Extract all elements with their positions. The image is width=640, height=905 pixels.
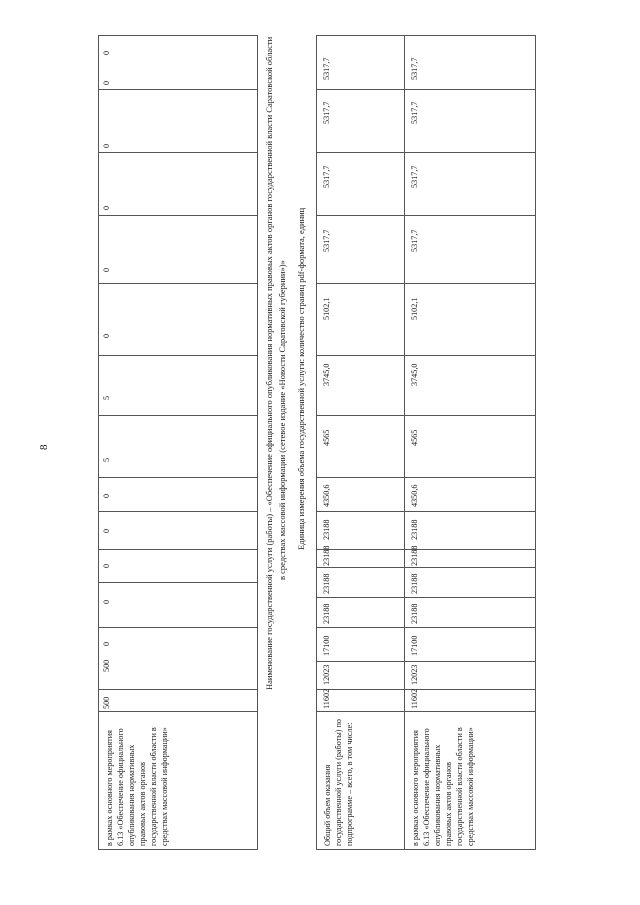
row-total-value: 5317,7 bbox=[322, 165, 331, 188]
row-total-value: 23188 bbox=[322, 603, 331, 624]
top-value-cell: 0 bbox=[102, 143, 111, 148]
row-613-value: 3745,0 bbox=[410, 363, 419, 386]
row-label-measure-613: в рамках основного мероприятия 6.13 «Обеспечение официального опубликования нормативных правовых актов органов государственной власти области в средствах массовой информации» bbox=[411, 727, 475, 846]
top-value-cell: 0 bbox=[102, 50, 111, 55]
row-613-value: 5317,7 bbox=[410, 165, 419, 188]
row-613-value: 12023 bbox=[410, 664, 419, 685]
row-total-value: 23188 bbox=[322, 545, 331, 566]
row-total-value: 23188 bbox=[322, 519, 331, 540]
service-unit-line: Единица измерения объема государственной услуги: количество страниц pdf-формата, единиц bbox=[296, 207, 306, 550]
row-613-value: 23188 bbox=[410, 545, 419, 566]
row-613-value: 4350,6 bbox=[410, 484, 419, 507]
row-total-value: 3745,0 bbox=[322, 363, 331, 386]
row-613-value: 23188 bbox=[410, 519, 419, 540]
row-total-value: 5317,7 bbox=[322, 229, 331, 252]
row-613-value: 11602 bbox=[410, 688, 419, 709]
row-total-value: 4350,6 bbox=[322, 484, 331, 507]
row-613-value: 23188 bbox=[410, 573, 419, 594]
service-name-line2: в средствах массовой информации (сетевое издание «Новости Саратовской губернии»)» bbox=[277, 260, 287, 580]
top-value-cell: 0 bbox=[102, 80, 111, 85]
row-613-value: 5317,7 bbox=[410, 57, 419, 80]
row-total-value: 11602 bbox=[322, 688, 331, 709]
row-total-value: 17100 bbox=[322, 635, 331, 656]
row-613-value: 4565 bbox=[410, 429, 419, 446]
row-total-value: 23188 bbox=[322, 573, 331, 594]
top-value-cell: 0 bbox=[102, 493, 111, 498]
service-name-line1: Наименование государственной услуги (работы) – «Обеспечение официального опубликования нормативных правовых актов органов государственной власти Саратовской области bbox=[264, 36, 274, 690]
page-number: 8 bbox=[38, 444, 50, 450]
top-value-cell: 0 bbox=[102, 267, 111, 272]
top-table-block bbox=[98, 35, 258, 850]
main-table-block bbox=[316, 35, 536, 850]
top-value-cell: 5 bbox=[102, 457, 111, 462]
top-value-cell: 0 bbox=[102, 205, 111, 210]
top-value-cell: 500 bbox=[102, 659, 111, 672]
row-total-value: 4565 bbox=[322, 429, 331, 446]
row-613-value: 5102,1 bbox=[410, 297, 419, 320]
row-613-value: 23188 bbox=[410, 603, 419, 624]
top-value-cell: 500 bbox=[102, 696, 111, 709]
rotated-page-content bbox=[98, 35, 538, 850]
top-value-cell: 0 bbox=[102, 333, 111, 338]
top-value-cell: 0 bbox=[102, 641, 111, 646]
row-total-value: 5102,1 bbox=[322, 297, 331, 320]
row-total-value: 5317,7 bbox=[322, 101, 331, 124]
row-label-total: Общий объем оказания государственной услуги (работы) по подпрограмме – всего, в том числе: bbox=[323, 718, 354, 846]
row-613-value: 5317,7 bbox=[410, 101, 419, 124]
top-value-cell: 5 bbox=[102, 395, 111, 400]
row-613-value: 17100 bbox=[410, 635, 419, 656]
row-total-value: 5317,7 bbox=[322, 57, 331, 80]
top-row-label: в рамках основного мероприятия 6.13 «Обеспечение официального опубликования нормативных правовых актов органов государственной власти области в средствах массовой информации» bbox=[105, 727, 169, 846]
row-613-value: 5317,7 bbox=[410, 229, 419, 252]
top-value-cell: 0 bbox=[102, 563, 111, 568]
top-value-cell: 0 bbox=[102, 599, 111, 604]
top-value-cell: 0 bbox=[102, 528, 111, 533]
row-total-value: 12023 bbox=[322, 664, 331, 685]
